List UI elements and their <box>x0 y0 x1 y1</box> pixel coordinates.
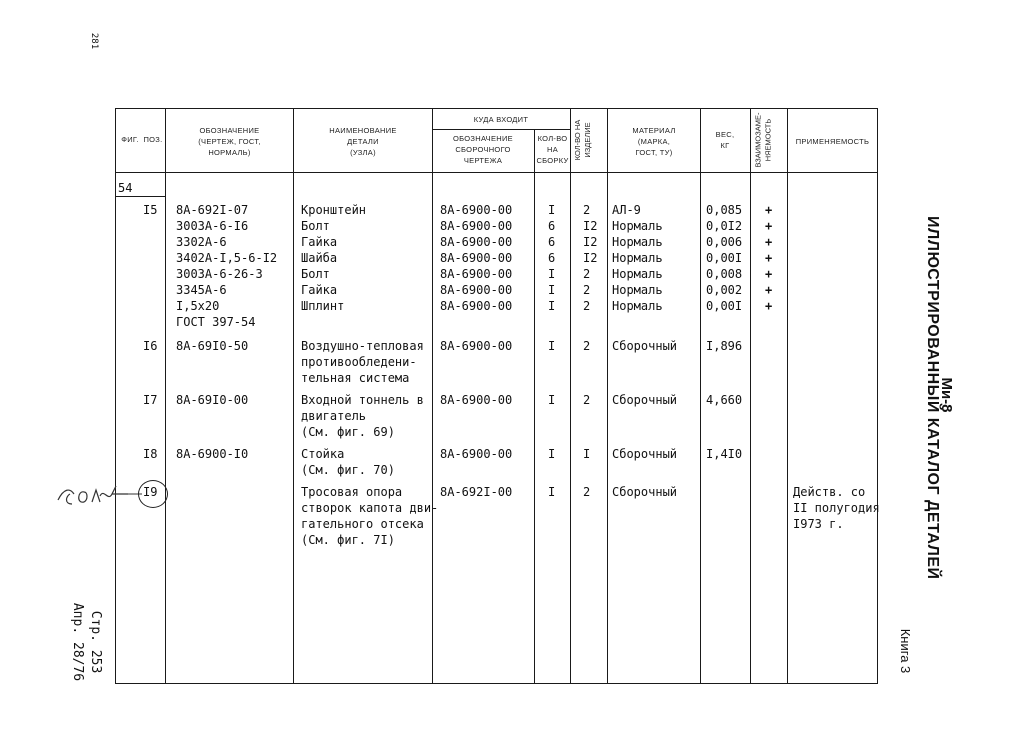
row-4-weight: 0,00I <box>706 251 743 265</box>
row-1-qty-asm: I <box>548 203 556 217</box>
row-4-designation: 3402А-I,5-6-I2 <box>176 251 278 265</box>
header-designation: ОБОЗНАЧЕНИЕ (ЧЕРТЕЖ, ГОСТ, НОРМАЛЬ) <box>198 126 261 157</box>
header-material: МАТЕРИАЛ (МАРКА, ГОСТ, ТУ) <box>632 126 676 157</box>
row-11-name: Стойка (См. фиг. 70) <box>301 447 395 477</box>
row-12-material: Сборочный <box>612 485 678 499</box>
row-1-name: Кронштейн <box>301 203 367 217</box>
row-9-weight: I,896 <box>706 339 743 353</box>
row-1-pos: I5 <box>143 203 158 217</box>
row-7-material: Нормаль <box>612 299 663 313</box>
row-5-designation: 3003А-6-26-3 <box>176 267 263 281</box>
book-number: Книга 3 <box>898 628 913 674</box>
row-6-material: Нормаль <box>612 283 663 297</box>
row-7-interchange: + <box>765 299 773 313</box>
row-3-name: Гайка <box>301 235 338 249</box>
row-7-assembly: 8А-6900-00 <box>440 299 513 313</box>
row-3-qty-prod: I2 <box>583 235 598 249</box>
row-5-qty-prod: 2 <box>583 267 591 281</box>
handwritten-note <box>56 478 146 508</box>
row-11-material: Сборочный <box>612 447 678 461</box>
row-5-material: Нормаль <box>612 267 663 281</box>
row-7-qty-asm: I <box>548 299 556 313</box>
row-7-name: Шплинт <box>301 299 345 313</box>
row-3-assembly: 8А-6900-00 <box>440 235 513 249</box>
row-7-designation: I,5х20 <box>176 299 220 313</box>
header-where-used: КУДА ВХОДИТ <box>473 115 529 124</box>
row-5-assembly: 8А-6900-00 <box>440 267 513 281</box>
row-10-name: Входной тоннель в двигатель (См. фиг. 69) <box>301 393 424 439</box>
header-qty-assembly: КОЛ-ВО НА СБОРКУ <box>536 134 569 165</box>
row-11-pos: I8 <box>143 447 158 461</box>
row-9-qty-asm: I <box>548 339 556 353</box>
row-5-interchange: + <box>765 267 773 281</box>
row-4-qty-asm: 6 <box>548 251 556 265</box>
row-9-pos: I6 <box>143 339 158 353</box>
header-fig: ФИГ. <box>121 135 139 144</box>
header-assembly-designation: ОБОЗНАЧЕНИЕ СБОРОЧНОГО ЧЕРТЕЖА <box>453 134 513 165</box>
row-1-designation: 8А-692I-07 <box>176 203 249 217</box>
row-6-assembly: 8А-6900-00 <box>440 283 513 297</box>
row-9-assembly: 8А-6900-00 <box>440 339 513 353</box>
header-interchange: ВЗАИМОЗАМЕ- НЯЕМОСТЬ <box>753 112 773 168</box>
footer-date: Апр. 28/76 <box>70 602 85 682</box>
header-name: НАИМЕНОВАНИЕ ДЕТАЛИ (УЗЛА) <box>329 126 397 157</box>
fig-number: 54 <box>118 181 133 195</box>
row-8-designation: ГОСТ 397-54 <box>176 315 256 329</box>
row-12-qty-prod: 2 <box>583 485 591 499</box>
row-6-qty-prod: 2 <box>583 283 591 297</box>
row-9-name: Воздушно-тепловая противообледени- тельная система <box>301 339 424 385</box>
row-9-designation: 8А-69I0-50 <box>176 339 249 353</box>
header-applicability: ПРИМЕНЯЕМОСТЬ <box>795 137 870 146</box>
footer-page: Стр. 253 <box>88 610 103 674</box>
row-12-pos: I9 <box>143 485 158 499</box>
side-title-model: Ми-8 <box>938 377 955 413</box>
row-4-material: Нормаль <box>612 251 663 265</box>
row-3-weight: 0,006 <box>706 235 743 249</box>
header-pos: ПОЗ. <box>143 135 163 144</box>
row-1-interchange: + <box>765 203 773 217</box>
row-2-qty-asm: 6 <box>548 219 556 233</box>
row-12-qty-asm: I <box>548 485 556 499</box>
row-4-assembly: 8А-6900-00 <box>440 251 513 265</box>
row-2-material: Нормаль <box>612 219 663 233</box>
row-11-qty-asm: I <box>548 447 556 461</box>
row-4-qty-prod: I2 <box>583 251 598 265</box>
row-6-designation: 3345А-6 <box>176 283 227 297</box>
row-1-material: АЛ-9 <box>612 203 641 217</box>
header-weight: ВЕС, КГ <box>715 130 735 150</box>
row-2-qty-prod: I2 <box>583 219 598 233</box>
row-10-weight: 4,660 <box>706 393 743 407</box>
row-3-qty-asm: 6 <box>548 235 556 249</box>
row-11-qty-prod: I <box>583 447 591 461</box>
row-2-assembly: 8А-6900-00 <box>440 219 513 233</box>
row-3-material: Нормаль <box>612 235 663 249</box>
row-10-material: Сборочный <box>612 393 678 407</box>
row-1-qty-prod: 2 <box>583 203 591 217</box>
side-title-catalog: ИЛЛЮСТРИРОВАННЫЙ КАТАЛОГ ДЕТАЛЕЙ <box>924 216 941 580</box>
row-5-weight: 0,008 <box>706 267 743 281</box>
circled-pos-marker <box>138 480 168 508</box>
row-11-designation: 8А-6900-I0 <box>176 447 249 461</box>
row-1-assembly: 8А-6900-00 <box>440 203 513 217</box>
row-9-qty-prod: 2 <box>583 339 591 353</box>
row-12-applicability: Действ. со II полугодия I973 г. <box>793 485 880 531</box>
row-6-name: Гайка <box>301 283 338 297</box>
row-7-weight: 0,00I <box>706 299 743 313</box>
header-qty-product: КОЛ-ВО НА ИЗДЕЛИЕ <box>573 119 592 161</box>
row-10-assembly: 8А-6900-00 <box>440 393 513 407</box>
row-7-qty-prod: 2 <box>583 299 591 313</box>
row-6-weight: 0,002 <box>706 283 743 297</box>
row-1-weight: 0,085 <box>706 203 743 217</box>
row-2-weight: 0,0I2 <box>706 219 743 233</box>
row-6-interchange: + <box>765 283 773 297</box>
row-4-interchange: + <box>765 251 773 265</box>
row-2-interchange: + <box>765 219 773 233</box>
row-11-weight: I,4I0 <box>706 447 743 461</box>
page-number-top: 281 <box>89 32 99 50</box>
row-12-assembly: 8А-692I-00 <box>440 485 513 499</box>
row-5-qty-asm: I <box>548 267 556 281</box>
row-9-material: Сборочный <box>612 339 678 353</box>
row-11-assembly: 8А-6900-00 <box>440 447 513 461</box>
row-3-designation: 3302А-6 <box>176 235 227 249</box>
row-4-name: Шайба <box>301 251 338 265</box>
row-3-interchange: + <box>765 235 773 249</box>
row-6-qty-asm: I <box>548 283 556 297</box>
row-10-qty-prod: 2 <box>583 393 591 407</box>
row-10-qty-asm: I <box>548 393 556 407</box>
row-10-designation: 8А-69I0-00 <box>176 393 249 407</box>
row-2-designation: 3003А-6-I6 <box>176 219 249 233</box>
row-5-name: Болт <box>301 267 330 281</box>
row-12-name: Тросовая опора створок капота дви- гательного отсека (См. фиг. 7I) <box>301 485 439 547</box>
row-10-pos: I7 <box>143 393 158 407</box>
row-2-name: Болт <box>301 219 330 233</box>
